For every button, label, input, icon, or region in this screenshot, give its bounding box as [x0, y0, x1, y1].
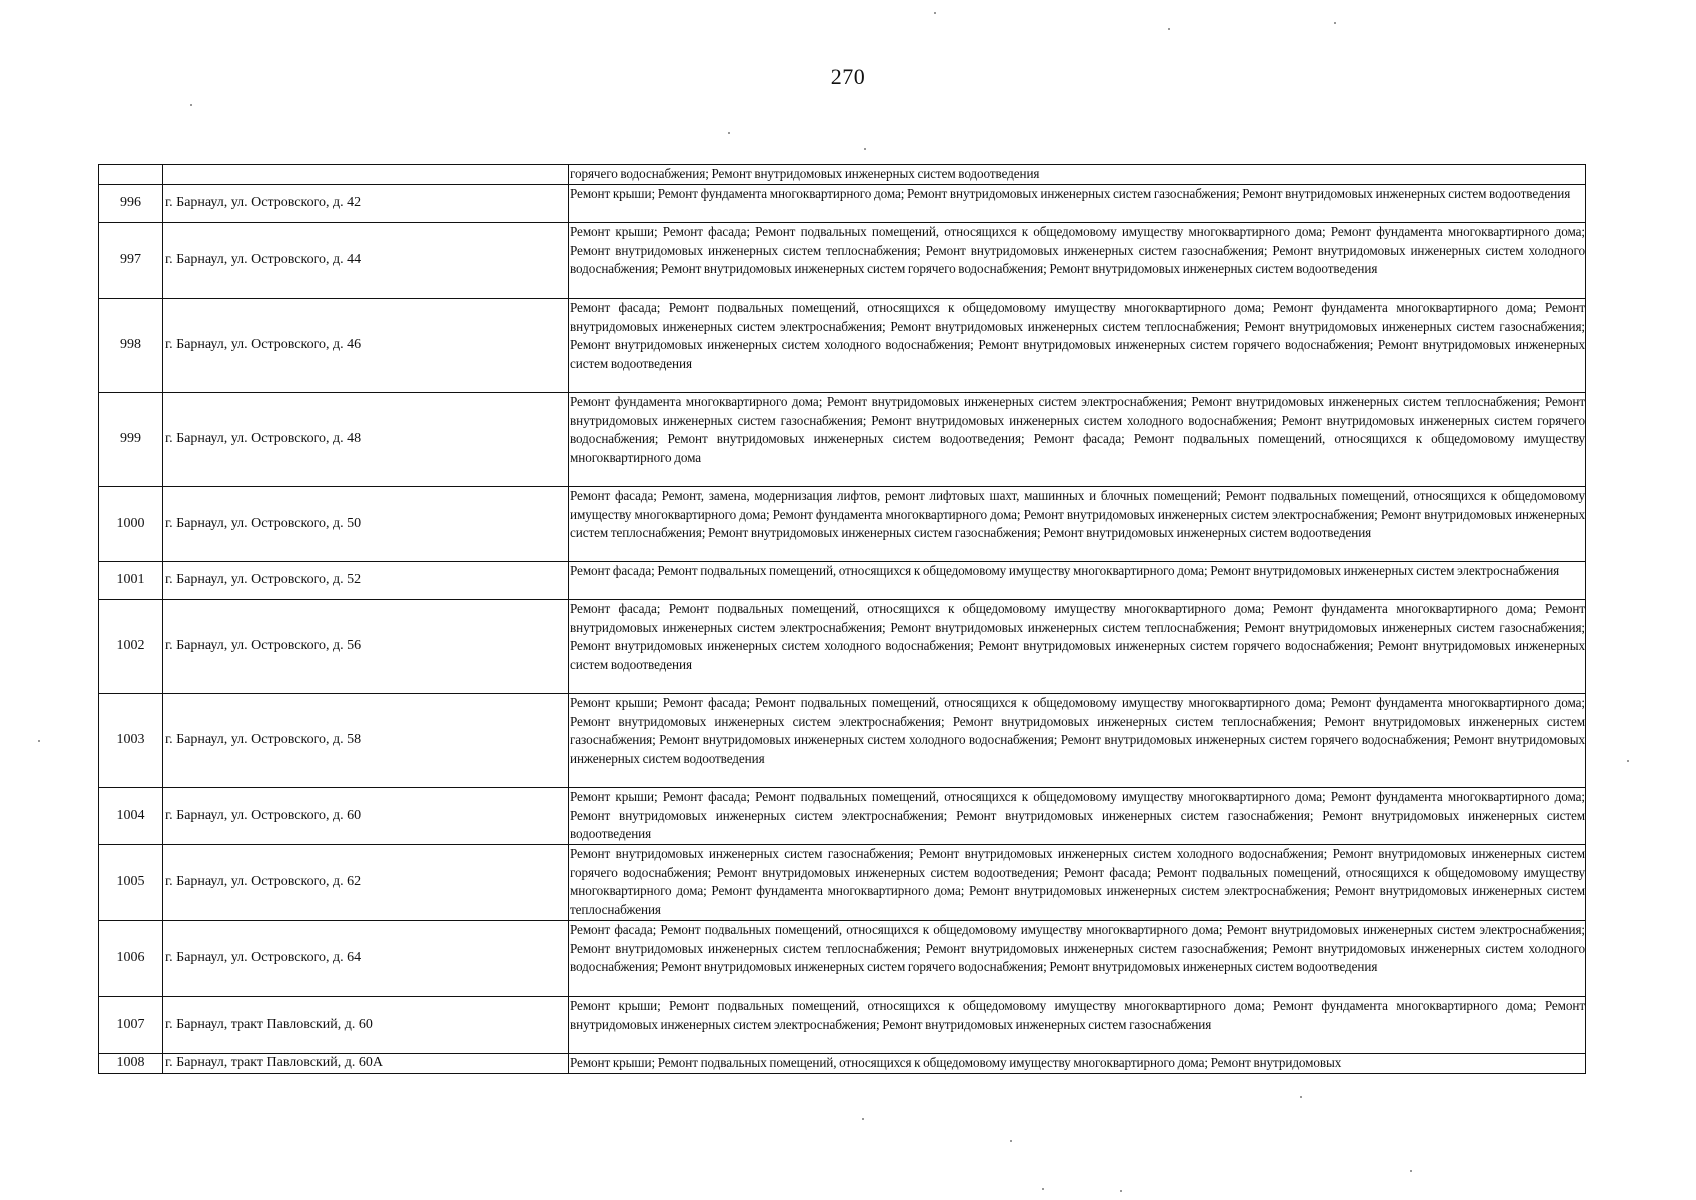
works-cell: Ремонт фасада; Ремонт подвальных помещений, относящихся к общедомовому имуществу многоквартирного дома; Ремонт внутридомовых инженерных систем электроснабжения; Ремонт внутридомовых инженерных систем теплоснабжения; Ремонт внутридомовых инженерных систем газоснабжения; Ремонт внутридомовых инженерных систем холодного водоснабжения; Ремонт внутридомовых инженерных систем горячего водоснабжения; Ремонт внутридомовых инженерных систем водоотведения [569, 921, 1586, 997]
scan-speck [1168, 28, 1170, 30]
row-number-cell: 1003 [99, 694, 163, 788]
row-number-cell: 1008 [99, 1054, 163, 1074]
row-number-cell: 996 [99, 185, 163, 223]
works-cell: Ремонт крыши; Ремонт подвальных помещений, относящихся к общедомовому имуществу многоквартирного дома; Ремонт фундамента многоквартирного дома; Ремонт внутридомовых инженерных систем электроснабжения; Ремонт внутридомовых инженерных систем газоснабжения [569, 997, 1586, 1054]
address-cell [163, 165, 569, 185]
row-number-cell: 1007 [99, 997, 163, 1054]
scan-speck [728, 132, 730, 134]
page-number: 270 [830, 64, 866, 89]
scan-speck [1042, 1188, 1044, 1190]
address-cell: г. Барнаул, ул. Островского, д. 44 [163, 223, 569, 299]
address-cell: г. Барнаул, ул. Островского, д. 42 [163, 185, 569, 223]
table-row [99, 393, 1586, 487]
table-row [99, 562, 1586, 600]
scan-speck [862, 1118, 864, 1120]
works-cell: Ремонт крыши; Ремонт подвальных помещений, относящихся к общедомовому имуществу многоквартирного дома; Ремонт внутридомовых [569, 1054, 1586, 1074]
scan-speck [1010, 1140, 1012, 1142]
works-cell: Ремонт крыши; Ремонт фасада; Ремонт подвальных помещений, относящихся к общедомовому имуществу многоквартирного дома; Ремонт фундамента многоквартирного дома; Ремонт внутридомовых инженерных систем электроснабжения; Ремонт внутридомовых инженерных систем теплоснабжения; Ремонт внутридомовых инженерных систем газоснабжения; Ремонт внутридомовых инженерных систем холодного водоснабжения; Ремонт внутридомовых инженерных систем горячего водоснабжения; Ремонт внутридомовых инженерных систем водоотведения [569, 694, 1586, 788]
scan-speck [864, 148, 866, 150]
scan-speck [1627, 760, 1629, 762]
table-row [99, 600, 1586, 694]
scan-speck [1410, 1170, 1412, 1172]
row-number-cell: 1004 [99, 788, 163, 845]
table-row [99, 694, 1586, 788]
works-cell: Ремонт фасада; Ремонт подвальных помещений, относящихся к общедомовому имуществу многоквартирного дома; Ремонт фундамента многоквартирного дома; Ремонт внутридомовых инженерных систем электроснабжения; Ремонт внутридомовых инженерных систем теплоснабжения; Ремонт внутридомовых инженерных систем газоснабжения; Ремонт внутридомовых инженерных систем холодного водоснабжения; Ремонт внутридомовых инженерных систем горячего водоснабжения; Ремонт внутридомовых инженерных систем водоотведения [569, 600, 1586, 694]
address-cell: г. Барнаул, тракт Павловский, д. 60А [163, 1054, 569, 1074]
address-cell: г. Барнаул, ул. Островского, д. 64 [163, 921, 569, 997]
row-number-cell: 1000 [99, 487, 163, 562]
row-number-cell: 999 [99, 393, 163, 487]
row-number-cell: 1001 [99, 562, 163, 600]
works-cell: Ремонт крыши; Ремонт фасада; Ремонт подвальных помещений, относящихся к общедомовому имуществу многоквартирного дома; Ремонт фундамента многоквартирного дома; Ремонт внутридомовых инженерных систем теплоснабжения; Ремонт внутридомовых инженерных систем газоснабжения; Ремонт внутридомовых инженерных систем холодного водоснабжения; Ремонт внутридомовых инженерных систем горячего водоснабжения; Ремонт внутридомовых инженерных систем водоотведения [569, 223, 1586, 299]
table-row [99, 223, 1586, 299]
row-number-cell: 1002 [99, 600, 163, 694]
address-cell: г. Барнаул, ул. Островского, д. 62 [163, 845, 569, 921]
table-row [99, 185, 1586, 223]
table-row [99, 299, 1586, 393]
table-row [99, 845, 1586, 921]
table-row [99, 921, 1586, 997]
works-cell: Ремонт внутридомовых инженерных систем газоснабжения; Ремонт внутридомовых инженерных систем холодного водоснабжения; Ремонт внутридомовых инженерных систем горячего водоснабжения; Ремонт внутридомовых инженерных систем водоотведения; Ремонт фасада; Ремонт подвальных помещений, относящихся к общедомовому имуществу многоквартирного дома; Ремонт фундамента многоквартирного дома; Ремонт внутридомовых инженерных систем электроснабжения; Ремонт внутридомовых инженерных систем теплоснабжения [569, 845, 1586, 921]
scan-speck [1334, 22, 1336, 24]
address-cell: г. Барнаул, ул. Островского, д. 46 [163, 299, 569, 393]
building-repair-table [98, 164, 1586, 1074]
address-cell: г. Барнаул, ул. Островского, д. 56 [163, 600, 569, 694]
scan-speck [934, 12, 936, 14]
works-cell: Ремонт крыши; Ремонт фасада; Ремонт подвальных помещений, относящихся к общедомовому имуществу многоквартирного дома; Ремонт фундамента многоквартирного дома; Ремонт внутридомовых инженерных систем электроснабжения; Ремонт внутридомовых инженерных систем газоснабжения; Ремонт внутридомовых инженерных систем водоотведения [569, 788, 1586, 845]
address-cell: г. Барнаул, ул. Островского, д. 58 [163, 694, 569, 788]
works-cell: Ремонт крыши; Ремонт фундамента многоквартирного дома; Ремонт внутридомовых инженерных систем газоснабжения; Ремонт внутридомовых инженерных систем водоотведения [569, 185, 1586, 223]
works-cell: Ремонт фундамента многоквартирного дома; Ремонт внутридомовых инженерных систем электроснабжения; Ремонт внутридомовых инженерных систем теплоснабжения; Ремонт внутридомовых инженерных систем газоснабжения; Ремонт внутридомовых инженерных систем холодного водоснабжения; Ремонт внутридомовых инженерных систем горячего водоснабжения; Ремонт внутридомовых инженерных систем водоотведения; Ремонт фасада; Ремонт подвальных помещений, относящихся к общедомовому имуществу многоквартирного дома [569, 393, 1586, 487]
address-cell: г. Барнаул, ул. Островского, д. 60 [163, 788, 569, 845]
address-cell: г. Барнаул, тракт Павловский, д. 60 [163, 997, 569, 1054]
table-row [99, 997, 1586, 1054]
works-cell: горячего водоснабжения; Ремонт внутридомовых инженерных систем водоотведения [569, 165, 1586, 185]
works-cell: Ремонт фасада; Ремонт подвальных помещений, относящихся к общедомовому имуществу многоквартирного дома; Ремонт фундамента многоквартирного дома; Ремонт внутридомовых инженерных систем электроснабжения; Ремонт внутридомовых инженерных систем теплоснабжения; Ремонт внутридомовых инженерных систем газоснабжения; Ремонт внутридомовых инженерных систем холодного водоснабжения; Ремонт внутридомовых инженерных систем горячего водоснабжения; Ремонт внутридомовых инженерных систем водоотведения [569, 299, 1586, 393]
table-row [99, 1054, 1586, 1074]
address-cell: г. Барнаул, ул. Островского, д. 52 [163, 562, 569, 600]
table-row [99, 788, 1586, 845]
scan-speck [38, 740, 40, 742]
table-row [99, 165, 1586, 185]
row-number-cell [99, 165, 163, 185]
address-cell: г. Барнаул, ул. Островского, д. 50 [163, 487, 569, 562]
scan-speck [190, 104, 192, 106]
address-cell: г. Барнаул, ул. Островского, д. 48 [163, 393, 569, 487]
row-number-cell: 1005 [99, 845, 163, 921]
works-cell: Ремонт фасада; Ремонт подвальных помещений, относящихся к общедомовому имуществу многоквартирного дома; Ремонт внутридомовых инженерных систем электроснабжения [569, 562, 1586, 600]
row-number-cell: 998 [99, 299, 163, 393]
works-cell: Ремонт фасада; Ремонт, замена, модернизация лифтов, ремонт лифтовых шахт, машинных и блочных помещений; Ремонт подвальных помещений, относящихся к общедомовому имуществу многоквартирного дома; Ремонт фундамента многоквартирного дома; Ремонт внутридомовых инженерных систем электроснабжения; Ремонт внутридомовых инженерных систем теплоснабжения; Ремонт внутридомовых инженерных систем газоснабжения; Ремонт внутридомовых инженерных систем водоотведения [569, 487, 1586, 562]
row-number-cell: 1006 [99, 921, 163, 997]
scan-speck [1120, 1190, 1122, 1192]
row-number-cell: 997 [99, 223, 163, 299]
table-row [99, 487, 1586, 562]
scan-speck [1300, 1096, 1302, 1098]
